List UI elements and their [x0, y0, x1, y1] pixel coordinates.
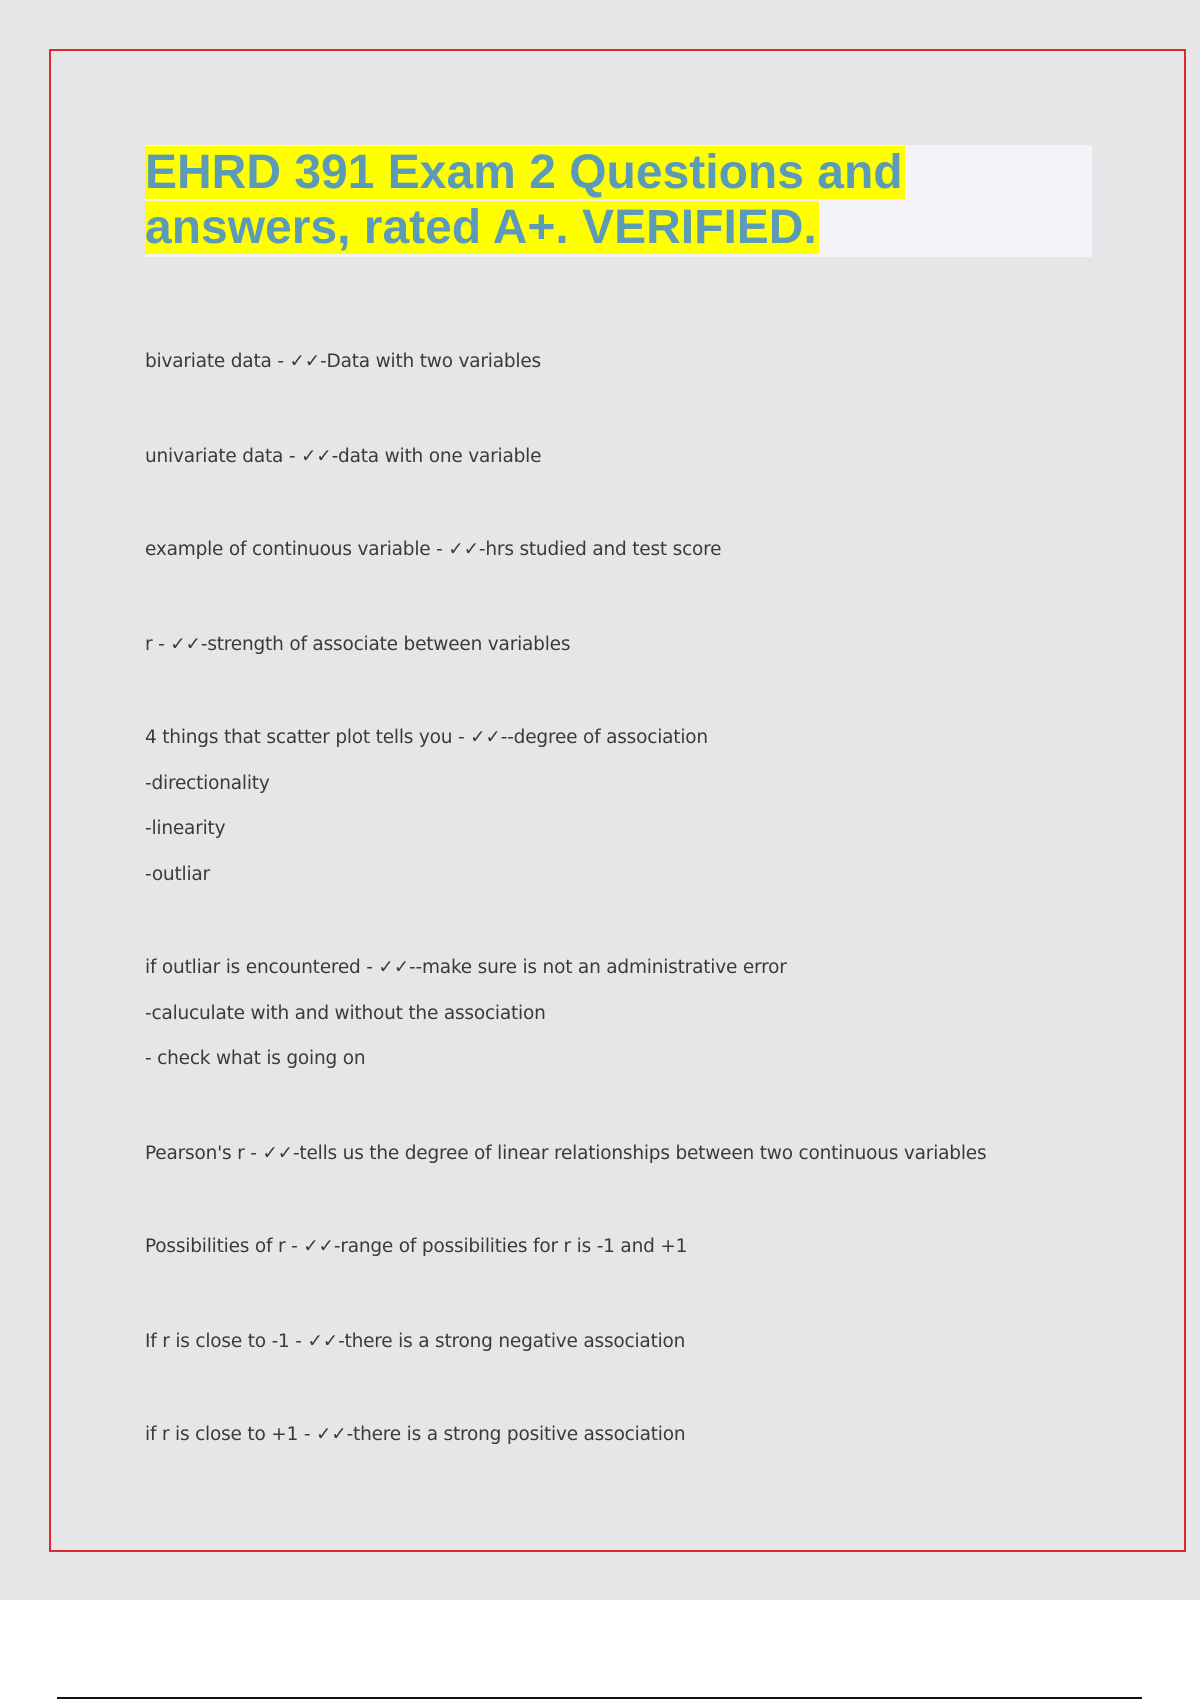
qa-line: if r is close to +1 - ✓✓-there is a strong positive association — [145, 1424, 686, 1445]
qa-line: bivariate data - ✓✓-Data with two variables — [145, 351, 541, 372]
qa-line: Pearson's r - ✓✓-tells us the degree of linear relationships between two continuous variables — [145, 1143, 987, 1164]
qa-line: -outliar — [145, 864, 210, 885]
footer-divider — [57, 1697, 1142, 1699]
qa-line: -caluculate with and without the association — [145, 1003, 546, 1024]
qa-line: -directionality — [145, 773, 270, 794]
qa-line: r - ✓✓-strength of associate between variables — [145, 634, 571, 655]
qa-line: if outliar is encountered - ✓✓--make sure is not an administrative error — [145, 957, 787, 978]
qa-line: If r is close to -1 - ✓✓-there is a strong negative association — [145, 1331, 686, 1352]
document-title-text: EHRD 391 Exam 2 Questions and answers, rated A+. VERIFIED. — [145, 146, 903, 254]
page-border — [49, 49, 1186, 1552]
qa-line: 4 things that scatter plot tells you - ✓✓--degree of association — [145, 727, 708, 748]
qa-line: - check what is going on — [145, 1048, 366, 1069]
qa-line: example of continuous variable - ✓✓-hrs studied and test score — [145, 539, 722, 560]
title-block — [145, 145, 1092, 257]
document-title — [145, 145, 1092, 255]
qa-line: -linearity — [145, 818, 226, 839]
qa-line: Possibilities of r - ✓✓-range of possibilities for r is -1 and +1 — [145, 1236, 688, 1257]
qa-line: univariate data - ✓✓-data with one variable — [145, 446, 542, 467]
